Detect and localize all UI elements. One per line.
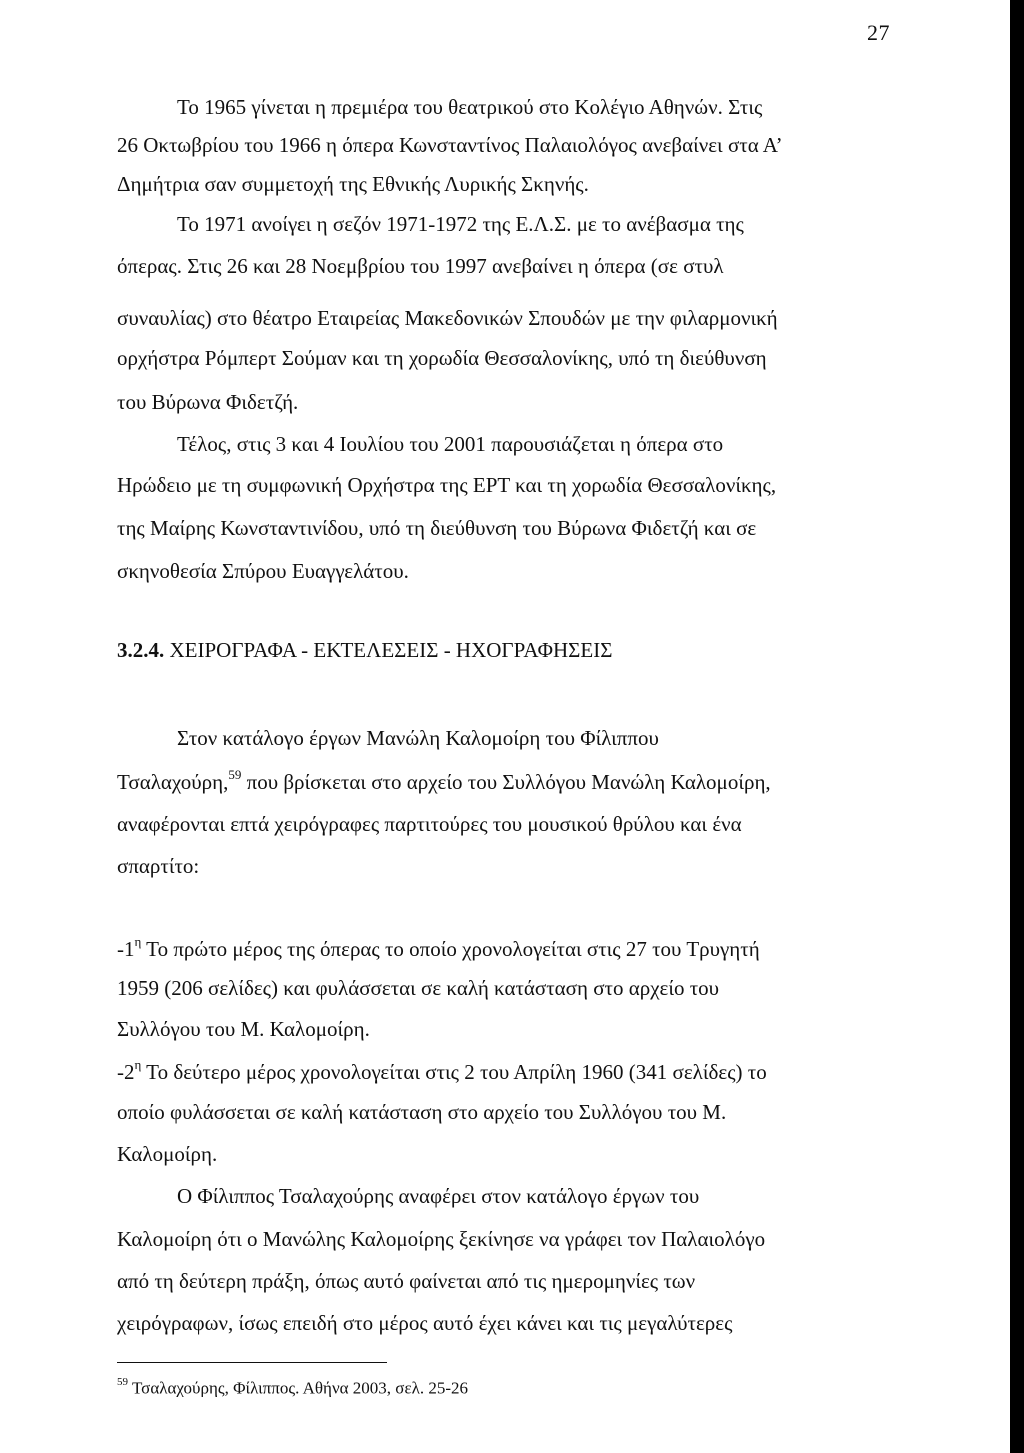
item-2-line-3: Καλομοίρη. <box>117 1142 218 1166</box>
paragraph-3-line-3: της Μαίρης Κωνσταντινίδου, υπό τη διεύθυνση του Βύρωνα Φιδετζή και σε <box>117 516 757 540</box>
item-1-line-3: Συλλόγου του Μ. Καλομοίρη. <box>117 1017 370 1041</box>
paragraph-5-line-3: από τη δεύτερη πράξη, όπως αυτό φαίνεται από τις ημερομηνίες των <box>117 1269 696 1293</box>
paragraph-1-line-3: Δημήτρια σαν συμμετοχή της Εθνικής Λυρικής Σκηνής. <box>117 172 589 196</box>
footnote-reference: 59 <box>228 767 242 782</box>
item-1-text: Το πρώτο μέρος της όπερας το οποίο χρονολογείται στις 27 του Τρυγητή <box>141 937 760 961</box>
item-2-text: Το δεύτερο μέρος χρονολογείται στις 2 του Απρίλη 1960 (341 σελίδες) το <box>141 1060 767 1084</box>
paragraph-2-line-4: ορχήστρα Ρόμπερτ Σούμαν και τη χορωδία Θεσσαλονίκης, υπό τη διεύθυνση <box>117 346 767 370</box>
item-2-line-1 <box>117 1057 767 1084</box>
item-2-ordinal-suffix: η <box>134 1057 142 1072</box>
paragraph-3-line-2: Ηρώδειο με τη συμφωνική Ορχήστρα της ΕΡΤ και τη χορωδία Θεσσαλονίκης, <box>117 473 777 497</box>
paragraph-1-line-2: 26 Οκτωβρίου του 1966 η όπερα Κωνσταντίνος Παλαιολόγος ανεβαίνει στα Α’ <box>117 133 783 157</box>
paragraph-5-line-2: Καλομοίρη ότι ο Μανώλης Καλομοίρης ξεκίνησε να γράφει τον Παλαιολόγο <box>117 1227 766 1251</box>
paragraph-4-line-3: αναφέρονται επτά χειρόγραφες παρτιτούρες του μουσικού θρύλου και ένα <box>117 812 742 836</box>
paragraph-2-line-2: όπερας. Στις 26 και 28 Νοεμβρίου του 1997 ανεβαίνει η όπερα (σε στυλ <box>117 254 724 278</box>
paragraph-2-line-3: συναυλίας) στο θέατρο Εταιρείας Μακεδονικών Σπουδών με την φιλαρμονική <box>117 306 778 330</box>
page-number: 27 <box>867 20 890 45</box>
item-2-line-2: οποίο φυλάσσεται σε καλή κατάσταση στο αρχείο του Συλλόγου του Μ. <box>117 1100 727 1124</box>
item-1-line-2: 1959 (206 σελίδες) και φυλάσσεται σε καλή κατάσταση στο αρχείο του <box>117 976 720 1000</box>
item-1-ordinal-number: -1 <box>117 937 135 961</box>
paragraph-4-line-1: Στον κατάλογο έργων Μανώλη Καλομοίρη του Φίλιππου <box>177 726 659 750</box>
footnote-separator <box>117 1362 387 1363</box>
footnote <box>117 1378 468 1399</box>
paragraph-4-line-2 <box>117 767 771 794</box>
paragraph-4-line-4: σπαρτίτο: <box>117 854 200 878</box>
paragraph-5-line-1: Ο Φίλιππος Τσαλαχούρης αναφέρει στον κατάλογο έργων του <box>177 1184 700 1208</box>
item-1-ordinal-suffix: η <box>134 934 142 949</box>
paragraph-4-line-2-end: που βρίσκεται στο αρχείο του Συλλόγου Μανώλη Καλομοίρη, <box>241 770 771 794</box>
paragraph-3-line-4: σκηνοθεσία Σπύρου Ευαγγελάτου. <box>117 559 409 583</box>
paragraph-5-line-4: χειρόγραφων, ίσως επειδή στο μέρος αυτό έχει κάνει και τις μεγαλύτερες <box>117 1311 733 1335</box>
paragraph-2-line-5: του Βύρωνα Φιδετζή. <box>117 390 299 414</box>
section-title: ΧΕΙΡΟΓΡΑΦΑ - ΕΚΤΕΛΕΣΕΙΣ - ΗΧΟΓΡΑΦΗΣΕΙΣ <box>169 638 613 662</box>
item-1-line-1 <box>117 934 760 961</box>
section-heading <box>117 640 612 661</box>
paragraph-4-line-2-start: Τσαλαχούρη, <box>117 770 229 794</box>
section-number: 3.2.4. <box>117 638 165 662</box>
paragraph-1-line-1: Το 1965 γίνεται η πρεμιέρα του θεατρικού στο Κολέγιο Αθηνών. Στις <box>177 95 763 119</box>
item-2-ordinal-number: -2 <box>117 1060 135 1084</box>
footnote-number: 59 <box>117 1376 128 1388</box>
paragraph-3-line-1: Τέλος, στις 3 και 4 Ιουλίου του 2001 παρουσιάζεται η όπερα στο <box>177 432 724 456</box>
footnote-text: Τσαλαχούρης, Φίλιππος. Αθήνα 2003, σελ. 25-26 <box>128 1378 468 1398</box>
paragraph-2-line-1: Το 1971 ανοίγει η σεζόν 1971-1972 της Ε.Λ.Σ. με το ανέβασμα της <box>177 212 744 236</box>
